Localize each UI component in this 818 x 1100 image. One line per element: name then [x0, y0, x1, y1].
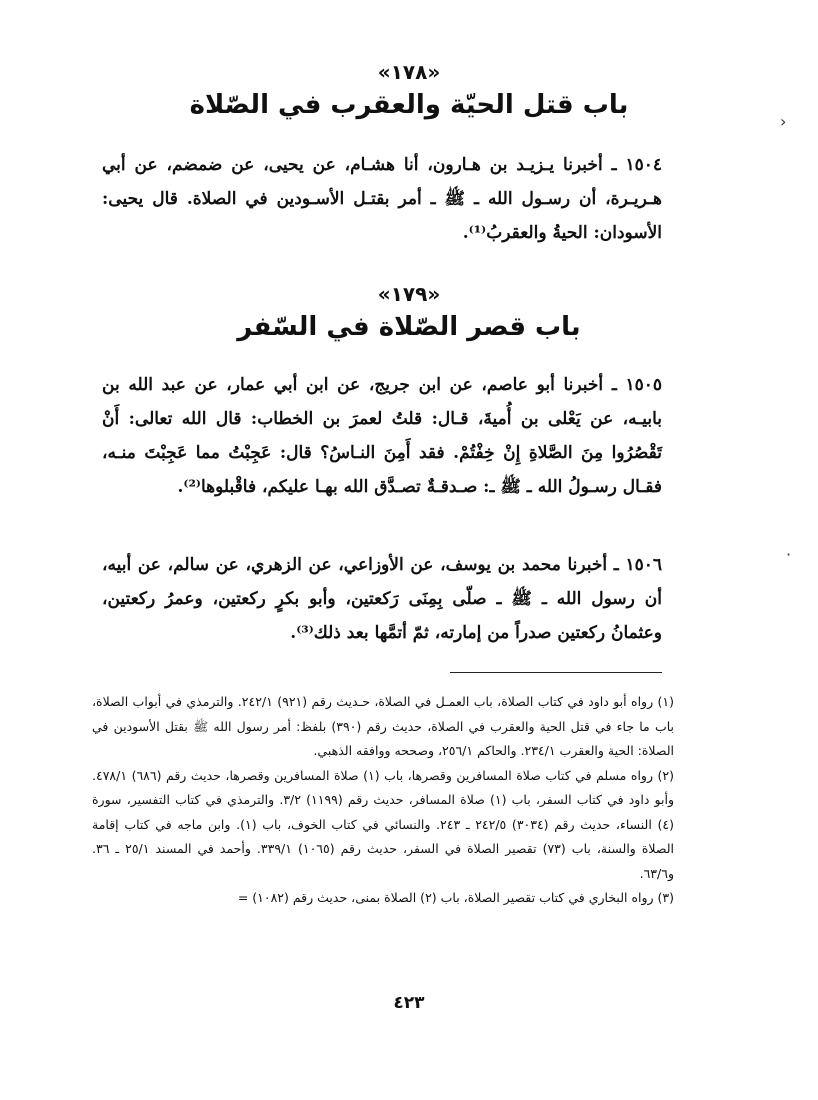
footnote: (٣) رواه البخاري في كتاب تقصير الصلاة، باب (٢) الصلاة بمنى، حديث رقم (١٠٨٢) = — [237, 890, 674, 905]
footnote: (١) رواه أبو داود في كتاب الصلاة، باب العمـل في الصلاة، حـديث رقم (٩٢١) ٢٤٢/١. والترمذي في أبواب الصلاة، باب ما جاء في قتل الحية والعقرب في الصلاة، حديث رقم (٣٩٠) بلفظ: أمر رسول الله ﷺ بقتل الأسودين في الصلاة: الحية والعقرب ٢٣٤/١. والحاكم ٢٥٦/١، وصححه ووافقه الذهبي. — [92, 694, 674, 758]
margin-mark: · — [786, 545, 792, 564]
chapter-title: باب قتل الحيّة والعقرب في الصّلاة — [189, 90, 629, 120]
footnotes — [92, 690, 674, 911]
footnote-separator — [450, 672, 662, 673]
hadith-paragraph: ١٥٠٤ ـ أخبرنا يـزيـد بن هـارون، أنا هشـام، عن يحيى، عن ضمضم، عن أبي هـريـرة، أن رسـول الله ـ ﷺ ـ أمر بقتـل الأسـودين في الصلاة. قال يحيى: الأسودان: الحيةُ والعقربُ⁽¹⁾. — [102, 155, 662, 243]
chapter-number: «١٧٨» — [377, 60, 441, 84]
margin-mark: ‹ — [780, 112, 787, 131]
page-number: ٤٢٣ — [393, 993, 425, 1013]
chapter-title: باب قصر الصّلاة في السّفر — [237, 312, 581, 342]
hadith-paragraph: ١٥٠٦ ـ أخبرنا محمد بن يوسف، عن الأوزاعي، عن الزهري، عن سالم، عن أبيه، أن رسول الله ـ ﷺ ـ صلّى بِمِنَى رَكعتين، وأبو بكرٍ ركعتين، وعمرُ ركعتين، وعثمانُ ركعتين صدراً من إمارته، ثمّ أتمَّها بعد ذلك⁽³⁾. — [102, 555, 662, 643]
footnote: (٢) رواه مسلم في كتاب صلاة المسافرين وقصرها، باب (١) صلاة المسافرين وقصرها، حديث رقم (٦٨٦) ٤٧٨/١. وأبو داود في كتاب السفر، باب (١) صلاة المسافر، حديث رقم (١١٩٩) ٣/٢. والترمذي في كتاب التفسير، سورة (٤) النساء، حديث رقم (٣٠٣٤) ٢٤٢/٥ ـ ٢٤٣. والنسائي في كتاب الخوف، باب (١). وابن ماجه في كتاب إقامة الصلاة والسنة، باب (٧٣) تقصير الصلاة في السفر، حديث رقم (١٠٦٥) ٣٣٩/١. وأحمد في المسند ٢٥/١ ـ ٣٦. و٦٣/٦. — [92, 767, 675, 881]
hadith-paragraph: ١٥٠٥ ـ أخبرنا أبو عاصم، عن ابن جريج، عن ابن أبي عمار، عن عبد الله بن بابيـه، عن يَعْلى بن أُميةَ، قـال: قلتُ لعمرَ بن الخطاب: قال الله تعالى: أَنْ تَقْصُرُوا مِنَ الصَّلاةِ إِنْ خِفْتُمْ. فقد أَمِنَ النـاسُ؟ قال: عَجِبْتُ مما عَجِبْتَ منـه، فقـال رسـولُ الله ـ ﷺ ـ: صـدقـةٌ تصـدَّق الله بهـا عليكم، فاقْبلوها⁽²⁾. — [102, 375, 662, 497]
chapter-number: «١٧٩» — [377, 282, 441, 306]
